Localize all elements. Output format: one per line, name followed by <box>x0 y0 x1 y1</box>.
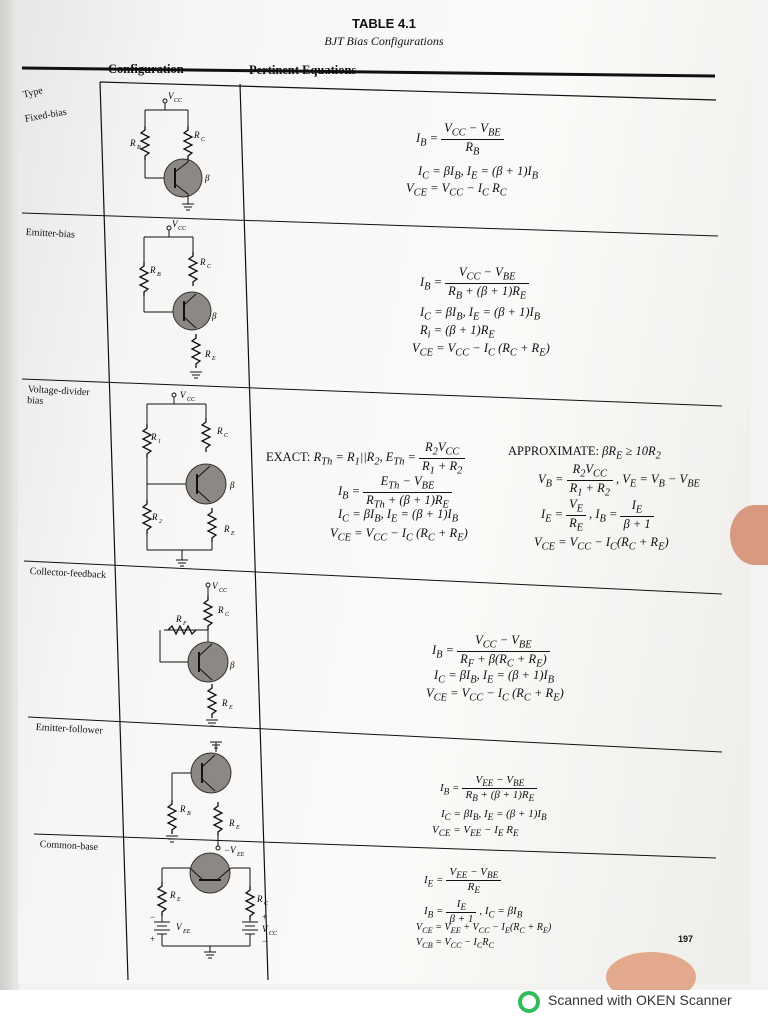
svg-text:+: + <box>262 912 268 922</box>
eq-vd-vce: $V_{CE} = V_{CC} - I_C$ $(R_C + R_E)$ <box>330 526 468 544</box>
svg-text:β: β <box>205 173 210 183</box>
svg-text:E: E <box>231 531 235 537</box>
eq-ef-vce: $V_{CE} = V_{EE} - I_E$ $R_E$ <box>432 824 519 839</box>
type-emitter-follower: Emitter-follower <box>35 722 103 737</box>
svg-text:R: R <box>205 349 211 359</box>
eq-vd-ic: $I_C = \beta I_B$, $I_E = (\beta + 1)I_B$ <box>338 507 459 525</box>
svg-text:R: R <box>224 524 230 534</box>
circuit-collector-feedback <box>160 581 235 726</box>
eq-vd-ib: $I_B$ = $\frac{E_{Th} - V_{BE}}{R_{Th} + (\beta + 1)R_E}$ <box>338 474 455 510</box>
type-emitter-bias: Emitter-bias <box>25 227 76 241</box>
svg-text:β: β <box>230 480 235 490</box>
svg-text:R: R <box>257 894 263 904</box>
svg-text:B: B <box>137 145 141 151</box>
circuit-common-base <box>150 853 278 958</box>
svg-text:CC: CC <box>174 98 183 104</box>
svg-text:CC: CC <box>178 226 187 232</box>
svg-text:2: 2 <box>159 519 162 525</box>
eq-fixed-ib: $I_B$ = $\frac{V_{CC} - V_{BE}}{R_B}$ <box>416 121 507 157</box>
svg-text:EE: EE <box>183 929 191 935</box>
eq-emitter-ic: $I_C = \beta I_B$, $I_E = (\beta + 1)I_B$ <box>420 305 541 323</box>
eq-cb-ie: $I_E$ = $\frac{V_{EE} - V_{BE}}{R_E}$ <box>424 866 504 895</box>
type-fixed-bias: Fixed-bias <box>24 106 68 125</box>
svg-text:R: R <box>151 432 157 442</box>
svg-text:R: R <box>150 265 156 275</box>
eq-emitter-ri: $R_i = (\beta + 1)R_E$ <box>420 323 495 341</box>
eq-vd-ie: $I_E$ = $\frac{V_E}{R_E}$ , $I_B$ = $\frac{I_E}{\beta + 1}$ <box>541 497 657 533</box>
approx-label: APPROXIMATE: <box>508 444 599 458</box>
table-caption: BJT Bias Configurations <box>324 34 444 48</box>
svg-text:E: E <box>229 705 233 711</box>
circuit-voltage-divider <box>143 390 235 566</box>
circuit-fixed-bias <box>129 91 210 210</box>
eq-ef-ic: $I_C = \beta I_B$, $I_E = (\beta + 1)I_B$ <box>441 808 547 823</box>
svg-text:1: 1 <box>158 439 161 445</box>
svg-text:E: E <box>236 825 240 831</box>
eq-emitter-vce: $V_{CE} = V_{CC} - I_C$ $(R_C + R_E)$ <box>412 341 550 359</box>
svg-text:−: − <box>262 936 268 946</box>
eq-vd-approx-vce: $V_{CE} = V_{CC} - I_C(R_C + R_E)$ <box>534 535 669 553</box>
svg-text:EE: EE <box>237 852 245 858</box>
svg-text:V: V <box>212 581 218 591</box>
type-voltage-divider: Voltage-divider bias <box>26 384 90 407</box>
svg-text:V: V <box>168 91 174 101</box>
eq-vd-exact-rth: EXACT: $R_{Th} = R_1||R_2$, $E_{Th}$ = $\frac{R_2V_{CC}}{R_1 + R_2}$ <box>266 440 468 476</box>
type-common-base: Common-base <box>39 839 99 854</box>
scanner-watermark-text: Scanned with OKEN Scanner <box>548 992 732 1008</box>
svg-text:R: R <box>176 614 182 624</box>
exact-label: EXACT: <box>266 449 311 464</box>
svg-text:R: R <box>200 257 206 267</box>
svg-text:−: − <box>150 912 156 922</box>
circuit-emitter-bias <box>140 219 217 378</box>
svg-text:R: R <box>180 804 186 814</box>
svg-text:β: β <box>212 311 217 321</box>
svg-text:CC: CC <box>269 931 278 937</box>
svg-text:V: V <box>176 922 182 932</box>
eq-ef-ib: $I_B$ = $\frac{V_{EE} - V_{BE}}{R_B + (\beta + 1)R_E}$ <box>440 774 540 803</box>
header-type: Type <box>22 85 44 101</box>
eq-cb-vce: $V_{CE} = V_{EE} + V_{CC} - I_E(R_C + R_E)$ <box>416 922 552 935</box>
svg-text:R: R <box>170 890 176 900</box>
svg-text:V: V <box>262 924 268 934</box>
eq-vd-vb: $V_B$ = $\frac{R_2V_{CC}}{R_1 + R_2}$ , $V_E = V_B - V_{BE}$ <box>538 462 700 498</box>
eq-cf-vce: $V_{CE} = V_{CC} - I_C$ $(R_C + R_E)$ <box>426 686 564 704</box>
eq-fixed-vce: $V_{CE} = V_{CC} - I_C$ $R_C$ <box>406 181 507 199</box>
svg-text:R: R <box>152 512 158 522</box>
svg-text:R: R <box>222 698 228 708</box>
eq-cb-ib: $I_B$ = $\frac{I_E}{\beta + 1}$ , $I_C = \beta I_B$ <box>424 898 523 926</box>
svg-text:V: V <box>180 390 186 400</box>
svg-text:+: + <box>150 934 156 944</box>
eq-cf-ic: $I_C = \beta I_B$, $I_E = (\beta + 1)I_B$ <box>434 668 555 686</box>
oken-scanner-logo-icon <box>517 990 541 1014</box>
svg-text:R: R <box>130 138 136 148</box>
svg-text:R: R <box>229 818 235 828</box>
svg-text:E: E <box>212 356 216 362</box>
svg-text:F: F <box>183 621 187 627</box>
eq-emitter-ib: $I_B$ = $\frac{V_{CC} - V_{BE}}{R_B + (\beta + 1)R_E}$ <box>420 265 532 301</box>
svg-text:C: C <box>264 901 269 907</box>
svg-text:C: C <box>225 612 230 618</box>
svg-text:β: β <box>230 660 235 670</box>
table-number: TABLE 4.1 <box>351 16 417 31</box>
svg-text:−V: −V <box>224 845 236 855</box>
header-configuration: Configuration <box>108 62 184 76</box>
eq-vd-approx-cond: APPROXIMATE: $\beta R_E \ge 10R_2$ <box>508 444 661 462</box>
svg-text:B: B <box>157 272 161 278</box>
svg-text:V: V <box>172 219 178 229</box>
svg-text:R: R <box>218 605 224 615</box>
circuit-emitter-follower <box>166 742 245 858</box>
type-collector-feedback: Collector-feedback <box>29 566 107 581</box>
svg-text:C: C <box>207 264 212 270</box>
svg-text:C: C <box>201 137 206 143</box>
eq-cb-vcb: $V_{CB} = V_{CC} - I_CR_C$ <box>416 937 495 950</box>
eq-cf-ib: $I_B$ = $\frac{V_{CC} - V_{BE}}{R_F + \beta(R_C + R_E)}$ <box>432 633 553 669</box>
svg-text:CC: CC <box>187 397 196 403</box>
eq-fixed-ic: $I_C = \beta I_B$, $I_E = (\beta + 1)I_B$ <box>418 164 539 182</box>
page-number: 197 <box>678 934 694 944</box>
header-equations: Pertinent Equations <box>249 63 357 77</box>
svg-text:E: E <box>177 897 181 903</box>
svg-text:CC: CC <box>219 588 228 594</box>
svg-text:R: R <box>194 130 200 140</box>
svg-text:R: R <box>217 426 223 436</box>
svg-text:C: C <box>224 433 229 439</box>
svg-text:B: B <box>187 811 191 817</box>
